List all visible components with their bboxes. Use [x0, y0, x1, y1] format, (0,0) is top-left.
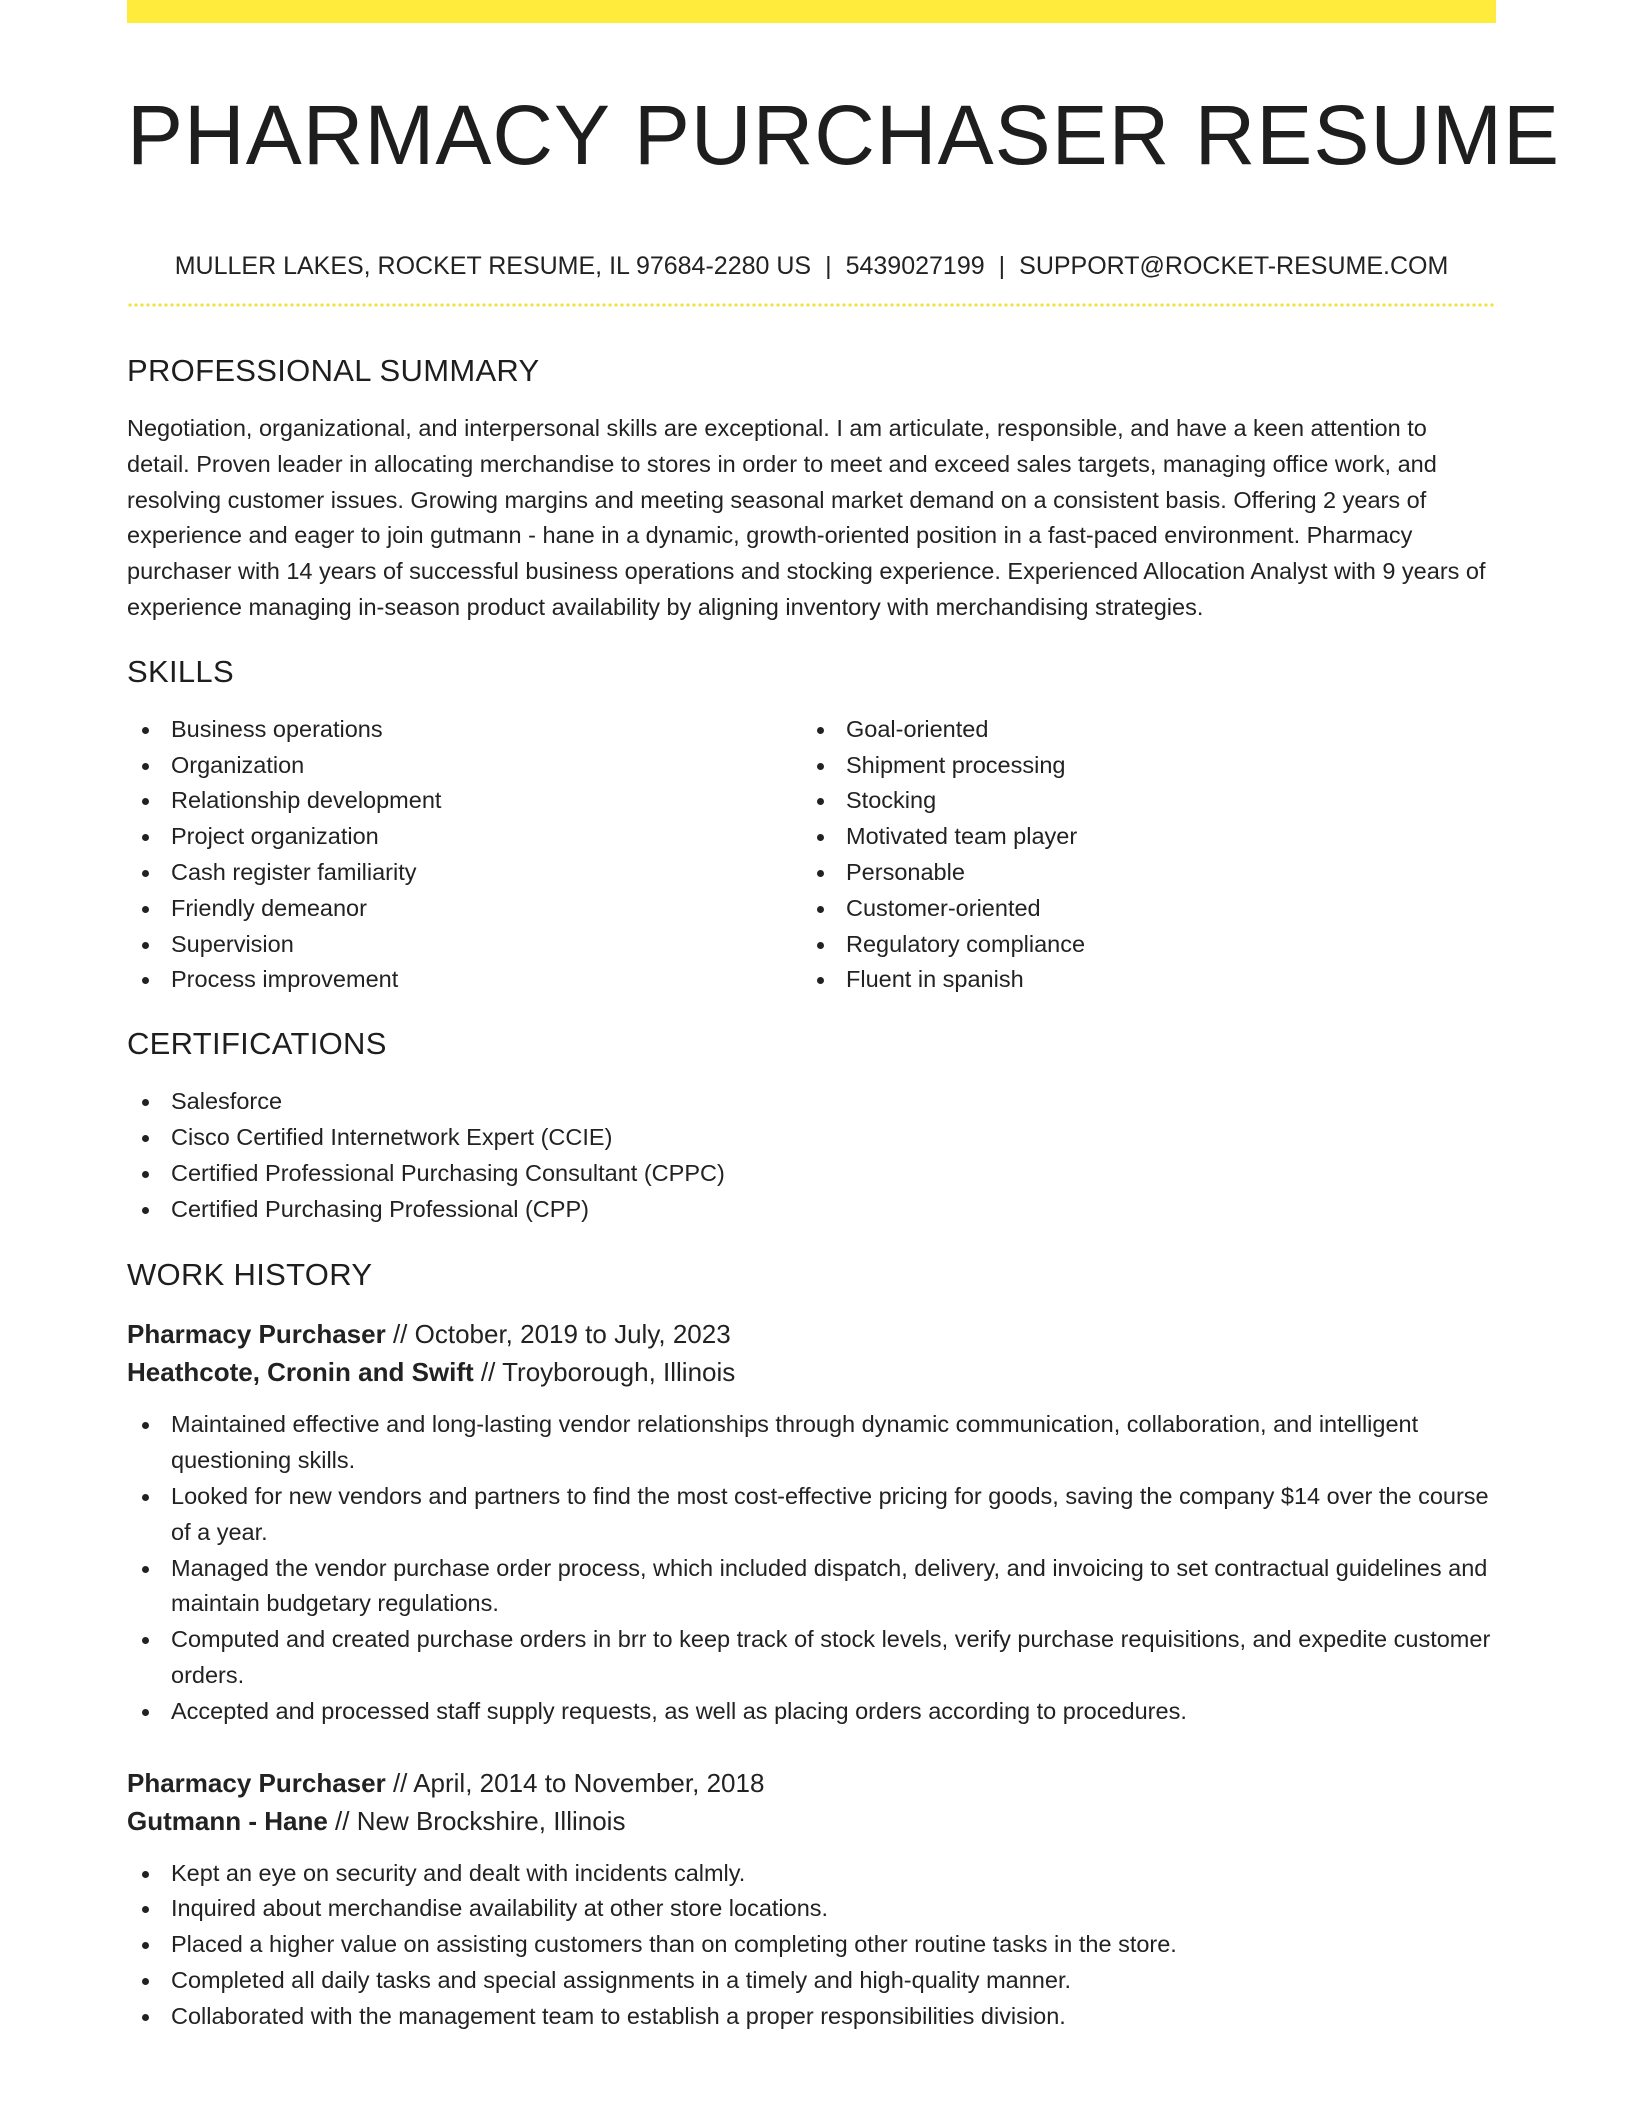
skill-item: Shipment processing [802, 748, 1496, 784]
job-location: // Troyborough, Illinois [480, 1357, 736, 1388]
skill-item: Customer-oriented [802, 891, 1496, 927]
job-duty-item: Placed a higher value on assisting customers than on completing other routine tasks in the store. [127, 1927, 1496, 1963]
top-accent-bar [127, 0, 1496, 23]
contact-email: SUPPORT@ROCKET-RESUME.COM [1019, 252, 1449, 280]
job-dates: // April, 2014 to November, 2018 [392, 1767, 765, 1798]
job-company: Gutmann - Hane [127, 1805, 328, 1836]
contact-line [127, 251, 1496, 281]
skill-item: Supervision [127, 927, 802, 963]
resume-page [127, 0, 1561, 2035]
skill-item: Goal-oriented [802, 712, 1496, 748]
skill-item: Stocking [802, 783, 1496, 819]
skill-item: Project organization [127, 819, 802, 855]
job-company: Heathcote, Cronin and Swift [127, 1357, 474, 1388]
summary-text: Negotiation, organizational, and interpersonal skills are exceptional. I am articulate, responsible, and have a keen attention to detail. Proven leader in allocating merchandise to stores in order to meet and exceed sales targets, managing office work, and resolving customer issues. Growing margins and meeting seasonal market demand on a consistent basis. Offering 2 years of experience and eager to join gutmann - hane in a dynamic, growth-oriented position in a fast-paced environment. Pharmacy purchaser with 14 years of successful business operations and stocking experience. Experienced Allocation Analyst with 9 years of experience managing in-season product availability by aligning inventory with merchandising strategies. [127, 415, 1486, 620]
skills-columns [127, 712, 1496, 998]
skills-left-list [127, 712, 802, 998]
contact-separator: | [998, 252, 1006, 280]
certification-item: Cisco Certified Internetwork Expert (CCIE) [127, 1120, 1496, 1156]
contact-separator: | [825, 252, 832, 280]
job-entry [127, 1315, 1496, 1729]
certification-item: Certified Professional Purchasing Consultant (CPPC) [127, 1156, 1496, 1192]
job-duty-item: Looked for new vendors and partners to find the most cost-effective pricing for goods, saving the company $14 over the course of a year. [127, 1479, 1496, 1551]
certification-item: Salesforce [127, 1084, 1496, 1120]
skill-item: Fluent in spanish [802, 962, 1496, 998]
job-duty-item: Kept an eye on security and dealt with incidents calmly. [127, 1856, 1496, 1892]
dotted-divider [127, 303, 1496, 307]
skill-item: Cash register familiarity [127, 855, 802, 891]
certifications-heading: CERTIFICATIONS [127, 1026, 387, 1062]
skill-item: Relationship development [127, 783, 802, 819]
job-duties-list [127, 1856, 1496, 2035]
job-duty-item: Collaborated with the management team to establish a proper responsibilities division. [127, 1999, 1496, 2035]
job-duty-item: Managed the vendor purchase order process, which included dispatch, delivery, and invoicing to set contractual guidelines and maintain budgetary regulations. [127, 1551, 1496, 1623]
job-duty-item: Inquired about merchandise availability at other store locations. [127, 1891, 1496, 1927]
skill-item: Friendly demeanor [127, 891, 802, 927]
job-role: Pharmacy Purchaser [127, 1767, 386, 1798]
job-duty-item: Completed all daily tasks and special assignments in a timely and high-quality manner. [127, 1963, 1496, 1999]
resume-title: PHARMACY PURCHASER RESUME [127, 88, 1561, 182]
job-duties-list [127, 1407, 1496, 1729]
job-duty-item: Computed and created purchase orders in brr to keep track of stock levels, verify purchase requisitions, and expedite customer orders. [127, 1622, 1496, 1694]
job-role: Pharmacy Purchaser [127, 1319, 386, 1350]
skill-item: Organization [127, 748, 802, 784]
work-history-heading: WORK HISTORY [127, 1257, 373, 1293]
skill-item: Motivated team player [802, 819, 1496, 855]
certifications-list [127, 1084, 1496, 1227]
job-role-line [127, 1764, 1496, 1802]
job-company-line [127, 1802, 1496, 1840]
certification-item: Certified Purchasing Professional (CPP) [127, 1192, 1496, 1228]
skill-item: Personable [802, 855, 1496, 891]
skills-right-list [802, 712, 1496, 998]
job-duty-item: Accepted and processed staff supply requests, as well as placing orders according to procedures. [127, 1694, 1496, 1730]
contact-address: MULLER LAKES, ROCKET RESUME, IL 97684-2280 US [174, 252, 812, 280]
job-dates: // October, 2019 to July, 2023 [392, 1319, 731, 1350]
job-entry [127, 1764, 1496, 2035]
skill-item: Regulatory compliance [802, 927, 1496, 963]
contact-phone: 5439027199 [845, 252, 985, 280]
summary-heading: PROFESSIONAL SUMMARY [127, 353, 540, 388]
skills-heading: SKILLS [127, 653, 234, 689]
skill-item: Business operations [127, 712, 802, 748]
job-role-line [127, 1315, 1496, 1353]
skill-item: Process improvement [127, 962, 802, 998]
job-duty-item: Maintained effective and long-lasting vendor relationships through dynamic communication, collaboration, and intelligent questioning skills. [127, 1407, 1496, 1479]
job-location: // New Brockshire, Illinois [335, 1805, 626, 1836]
job-company-line [127, 1353, 1496, 1391]
